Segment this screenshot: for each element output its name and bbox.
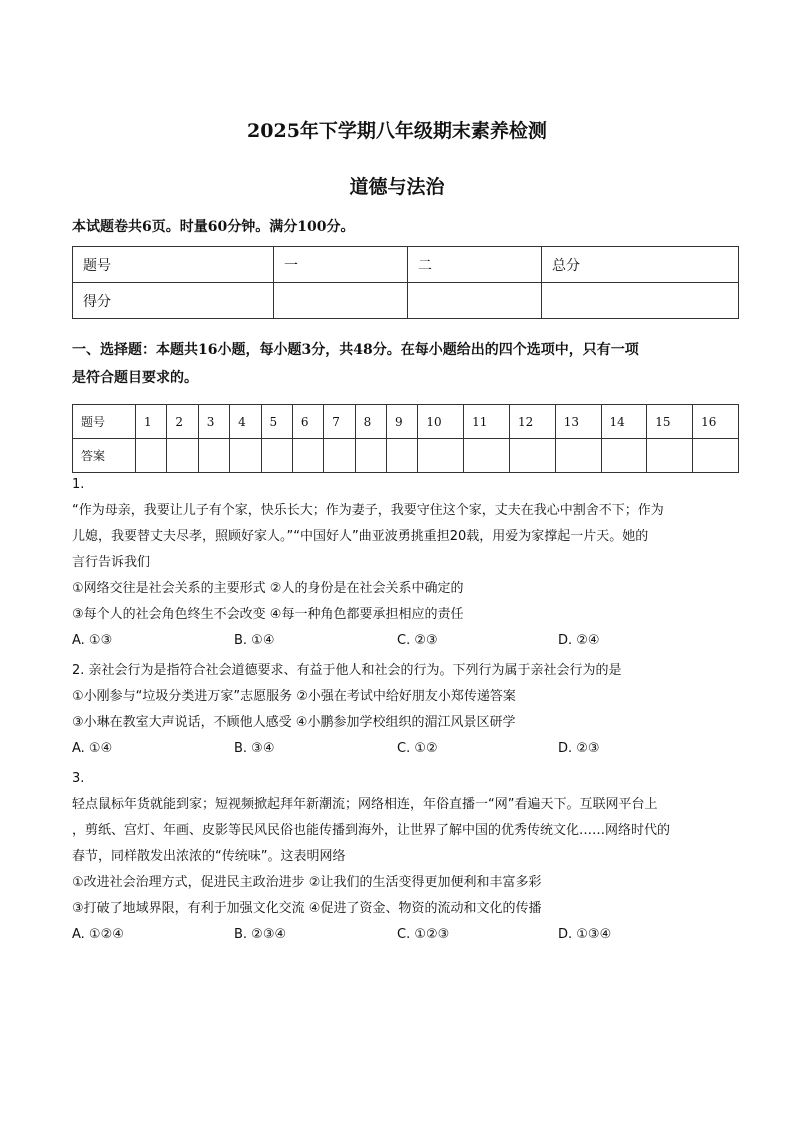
table-cell: 得分 [73,283,274,319]
question-number-cell: 11 [464,405,510,439]
question-number-cell: 15 [647,405,693,439]
question-number-cell: 5 [261,405,292,439]
section-heading-line: 一、选择题：本题共16小题，每小题3分，共48分。在每小题给出的四个选项中，只有一项 [72,342,639,358]
table-cell: 二 [408,247,542,283]
answer-cell[interactable] [167,439,198,473]
score-cell[interactable] [274,283,408,319]
table-row [73,283,739,319]
question-text: 儿媳，我要替丈夫尽孝，照顾好家人。”“中国好人”曲亚波勇挑重担20载，用爱为家撑起一片天。她的 [72,529,649,544]
question-3 [72,766,732,948]
table-cell: 答案 [73,439,136,473]
statement-line: ③打破了地域界限，有利于加强文化交流 ④促进了资金、物资的流动和文化的传播 [72,901,542,916]
exam-title: 2025年下学期八年级期末素养检测 [247,120,547,142]
answer-cell[interactable] [647,439,693,473]
statement-line: ③每个人的社会角色终生不会改变 ④每一种角色都要承担相应的责任 [72,607,464,622]
exam-intro: 本试题卷共6页。时量60分钟。满分100分。 [72,219,355,235]
score-cell[interactable] [408,283,542,319]
table-cell: 题号 [73,247,274,283]
options-row [72,628,732,654]
question-number-cell: 16 [693,405,739,439]
answer-cell[interactable] [324,439,355,473]
option-c[interactable]: C. ②③ [397,633,438,648]
question-text: ，剪纸、宫灯、年画、皮影等民风民俗也能传播到海外，让世界了解中国的优秀传统文化……网络时代的 [72,823,671,838]
answer-cell[interactable] [230,439,261,473]
answer-cell[interactable] [464,439,510,473]
answer-cell[interactable] [292,439,323,473]
table-row [73,247,739,283]
table-row [73,439,739,473]
options-row [72,736,732,762]
section-heading-line: 是符合题目要求的。 [72,370,198,386]
answer-cell[interactable] [555,439,601,473]
table-cell: 题号 [73,405,136,439]
question-text: 言行告诉我们 [72,555,151,570]
question-number-cell: 8 [355,405,386,439]
question-2 [72,658,732,762]
table-cell: 一 [274,247,408,283]
question-number-cell: 12 [509,405,555,439]
option-a[interactable]: A. ①②④ [72,927,124,942]
answer-table [72,404,739,473]
question-text: 轻点鼠标年货就能到家；短视频掀起拜年新潮流；网络相连，年俗直播一“网”看遍天下。互联网平台上 [72,797,658,812]
options-row [72,922,732,948]
question-1 [72,472,732,654]
question-number-cell: 3 [198,405,229,439]
answer-cell[interactable] [261,439,292,473]
section-heading [72,336,742,392]
table-row [73,405,739,439]
score-cell[interactable] [542,283,739,319]
statement-line: ①小刚参与“垃圾分类进万家”志愿服务 ②小强在考试中给好朋友小郑传递答案 [72,689,516,704]
option-b[interactable]: B. ③④ [234,741,275,756]
question-number-cell: 10 [418,405,464,439]
option-c[interactable]: C. ①② [397,741,438,756]
answer-cell[interactable] [601,439,647,473]
statement-line: ①网络交往是社会关系的主要形式 ②人的身份是在社会关系中确定的 [72,581,464,596]
answer-cell[interactable] [387,439,418,473]
table-cell: 总分 [542,247,739,283]
score-table [72,246,739,319]
statement-line: ③小琳在教室大声说话，不顾他人感受 ④小鹏参加学校组织的湄江风景区研学 [72,715,516,730]
answer-cell[interactable] [418,439,464,473]
question-number-cell: 9 [387,405,418,439]
question-number-cell: 4 [230,405,261,439]
option-b[interactable]: B. ①④ [234,633,275,648]
option-c[interactable]: C. ①②③ [397,927,450,942]
answer-cell[interactable] [693,439,739,473]
option-d[interactable]: D. ①③④ [558,927,612,942]
option-d[interactable]: D. ②④ [558,633,600,648]
question-number: 3. [72,771,85,786]
option-b[interactable]: B. ②③④ [234,927,287,942]
question-text: “作为母亲，我要让儿子有个家，快乐长大；作为妻子，我要守住这个家，丈夫在我心中割舍不下；作为 [72,503,664,518]
answer-cell[interactable] [509,439,555,473]
statement-line: ①改进社会治理方式，促进民主政治进步 ②让我们的生活变得更加便利和丰富多彩 [72,875,542,890]
question-text: 2. 亲社会行为是指符合社会道德要求、有益于他人和社会的行为。下列行为属于亲社会行为的是 [72,663,622,678]
option-d[interactable]: D. ②③ [558,741,600,756]
option-a[interactable]: A. ①③ [72,633,113,648]
question-number-cell: 6 [292,405,323,439]
question-number-cell: 7 [324,405,355,439]
option-a[interactable]: A. ①④ [72,741,113,756]
answer-cell[interactable] [355,439,386,473]
subject-title: 道德与法治 [349,176,445,198]
question-number-cell: 14 [601,405,647,439]
question-number: 1. [72,477,85,492]
question-number-cell: 1 [136,405,167,439]
question-text: 春节，同样散发出浓浓的“传统味”。这表明网络 [72,849,346,864]
answer-cell[interactable] [198,439,229,473]
question-number-cell: 2 [167,405,198,439]
question-number-cell: 13 [555,405,601,439]
answer-cell[interactable] [136,439,167,473]
